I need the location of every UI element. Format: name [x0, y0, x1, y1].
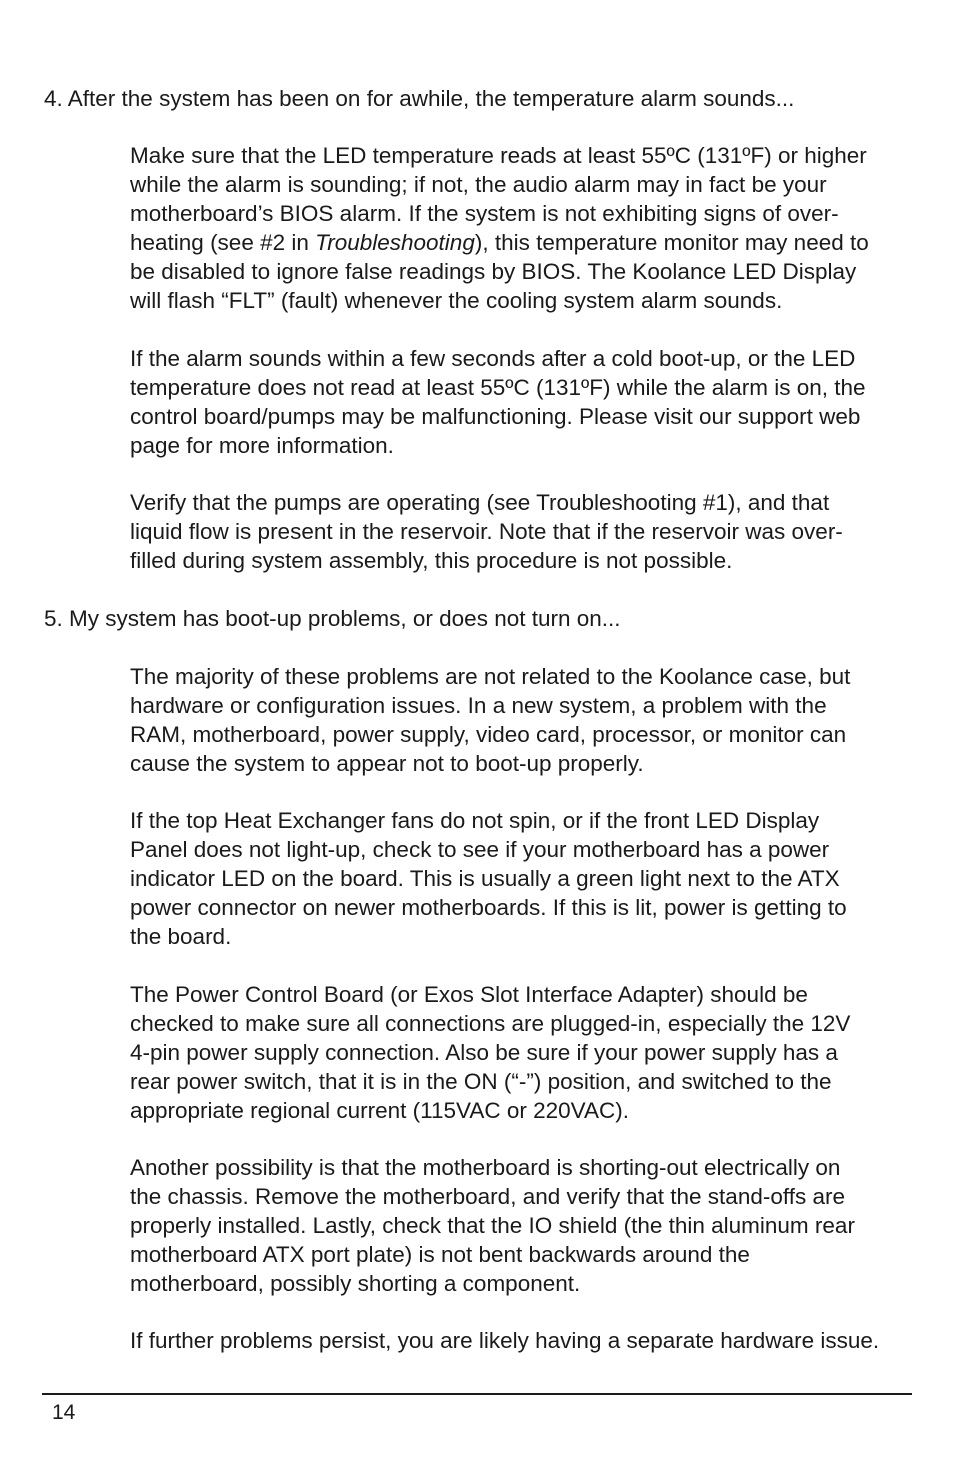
section-5-paragraph-3 [130, 980, 920, 1125]
text-line: motherboard’s BIOS alarm. If the system is not exhibiting signs of over- [130, 201, 839, 226]
text-line: If the alarm sounds within a few seconds after a cold boot-up, or the LED [130, 346, 856, 371]
text-line: the chassis. Remove the motherboard, and verify that the stand-offs are [130, 1184, 845, 1209]
section-5-paragraph-1 [130, 662, 920, 778]
text-line: control board/pumps may be malfunctioning. Please visit our support web [130, 404, 861, 429]
text-line: If the top Heat Exchanger fans do not spin, or if the front LED Display [130, 808, 820, 833]
text-line: motherboard ATX port plate) is not bent backwards around the [130, 1242, 750, 1267]
text-line: page for more information. [130, 433, 394, 458]
section-5-heading: 5. My system has boot-up problems, or does not turn on... [44, 606, 621, 631]
text-line: Make sure that the LED temperature reads at least 55ºC (131ºF) or higher [130, 143, 867, 168]
text-fragment: heating (see #2 in [130, 230, 316, 255]
text-line: appropriate regional current (115VAC or 220VAC). [130, 1098, 630, 1123]
section-5-paragraph-4 [130, 1153, 920, 1298]
text-line: cause the system to appear not to boot-up properly. [130, 751, 644, 776]
section-4-paragraph-3 [130, 488, 920, 575]
text-line: indicator LED on the board. This is usually a green light next to the ATX [130, 866, 840, 891]
text-line: RAM, motherboard, power supply, video card, processor, or monitor can [130, 722, 847, 747]
text-line: hardware or configuration issues. In a new system, a problem with the [130, 693, 827, 718]
section-5-paragraph-2 [130, 806, 920, 951]
troubleshooting-reference: Troubleshooting [315, 230, 475, 255]
text-line: temperature does not read at least 55ºC (131ºF) while the alarm is on, the [130, 375, 866, 400]
text-line: Verify that the pumps are operating (see Troubleshooting #1), and that [130, 490, 830, 515]
text-line: filled during system assembly, this procedure is not possible. [130, 548, 733, 573]
text-line: rear power switch, that it is in the ON (“-”) position, and switched to the [130, 1069, 832, 1094]
text-line: properly installed. Lastly, check that the IO shield (the thin aluminum rear [130, 1213, 855, 1238]
text-line: motherboard, possibly shorting a component. [130, 1271, 581, 1296]
text-line: Panel does not light-up, check to see if your motherboard has a power [130, 837, 830, 862]
section-5-paragraph-5 [130, 1326, 920, 1355]
text-line: Another possibility is that the motherboard is shorting-out electrically on [130, 1155, 841, 1180]
text-line: will flash “FLT” (fault) whenever the cooling system alarm sounds. [130, 288, 783, 313]
text-line: the board. [130, 924, 232, 949]
text-line: power connector on newer motherboards. If this is lit, power is getting to [130, 895, 847, 920]
footer-divider [42, 1393, 912, 1395]
text-line: while the alarm is sounding; if not, the audio alarm may in fact be your [130, 172, 827, 197]
text-line: The Power Control Board (or Exos Slot Interface Adapter) should be [130, 982, 808, 1007]
page-number: 14 [52, 1401, 76, 1424]
section-4-heading: 4. After the system has been on for awhile, the temperature alarm sounds... [44, 86, 795, 111]
text-line: 4-pin power supply connection. Also be sure if your power supply has a [130, 1040, 838, 1065]
text-fragment: ), this temperature monitor may need to [474, 230, 869, 255]
text-line: The majority of these problems are not related to the Koolance case, but [130, 664, 851, 689]
text-line: If further problems persist, you are likely having a separate hardware issue. [130, 1328, 880, 1353]
text-line: be disabled to ignore false readings by BIOS. The Koolance LED Display [130, 259, 857, 284]
text-line [130, 228, 920, 257]
section-4-paragraph-1 [130, 141, 920, 315]
text-line: checked to make sure all connections are plugged-in, especially the 12V [130, 1011, 851, 1036]
section-4-paragraph-2 [130, 344, 920, 460]
text-line: liquid flow is present in the reservoir. Note that if the reservoir was over- [130, 519, 843, 544]
